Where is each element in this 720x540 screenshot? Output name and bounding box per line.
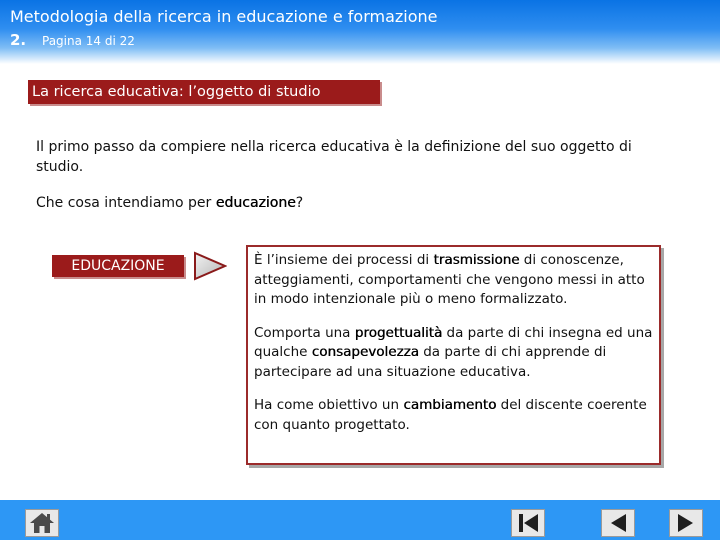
def-p1-end: di conoscenze, atteggiamenti, comportamenti che vengono messi in atto in modo intenzionale più o meno formalizzato.: [254, 252, 645, 307]
intro-question: [36, 193, 646, 213]
definition-paragraph-2: [254, 324, 653, 383]
question-suffix: ?: [295, 195, 304, 211]
previous-page-icon[interactable]: [601, 509, 635, 537]
intro-paragraph: Il primo passo da compiere nella ricerca educativa è la definizione del suo oggetto di studio.: [36, 139, 632, 175]
chapter-number: 2.: [10, 31, 27, 49]
def-p2-middle: da parte di chi insegna ed una qualche: [254, 324, 653, 360]
def-term-consapevolezza: consapevolezza: [311, 344, 419, 360]
first-page-icon[interactable]: [511, 509, 545, 537]
question-prefix: Che cosa intendiamo per: [36, 195, 216, 211]
def-p1-start: È l’insieme dei processi di: [254, 252, 434, 268]
home-icon[interactable]: [25, 509, 59, 537]
page-indicator: Pagina 14 di 22: [42, 34, 135, 48]
right-arrow-icon: [193, 251, 227, 281]
definition-paragraph-3: [254, 396, 653, 435]
definition-box: [246, 245, 661, 465]
def-p2-end: da parte di chi apprende di partecipare ad una situazione educativa.: [254, 344, 607, 380]
def-term-progettualita: progettualità: [354, 324, 443, 341]
def-term-trasmissione: trasmissione: [433, 252, 520, 268]
def-p2-start: Comporta una: [254, 324, 355, 341]
def-term-cambiamento: cambiamento: [403, 397, 497, 413]
def-p3-end: del discente coerente con quanto progettato.: [254, 397, 647, 433]
next-page-icon[interactable]: [669, 509, 703, 537]
def-p3-start: Ha come obiettivo un: [254, 397, 404, 413]
concept-label: EDUCAZIONE: [52, 255, 184, 277]
header-bar: [0, 0, 720, 64]
section-title: La ricerca educativa: l’oggetto di studio: [28, 80, 380, 104]
app-title: Metodologia della ricerca in educazione e formazione: [10, 7, 438, 26]
definition-paragraph-1: [254, 251, 653, 310]
question-term: educazione: [215, 195, 296, 211]
